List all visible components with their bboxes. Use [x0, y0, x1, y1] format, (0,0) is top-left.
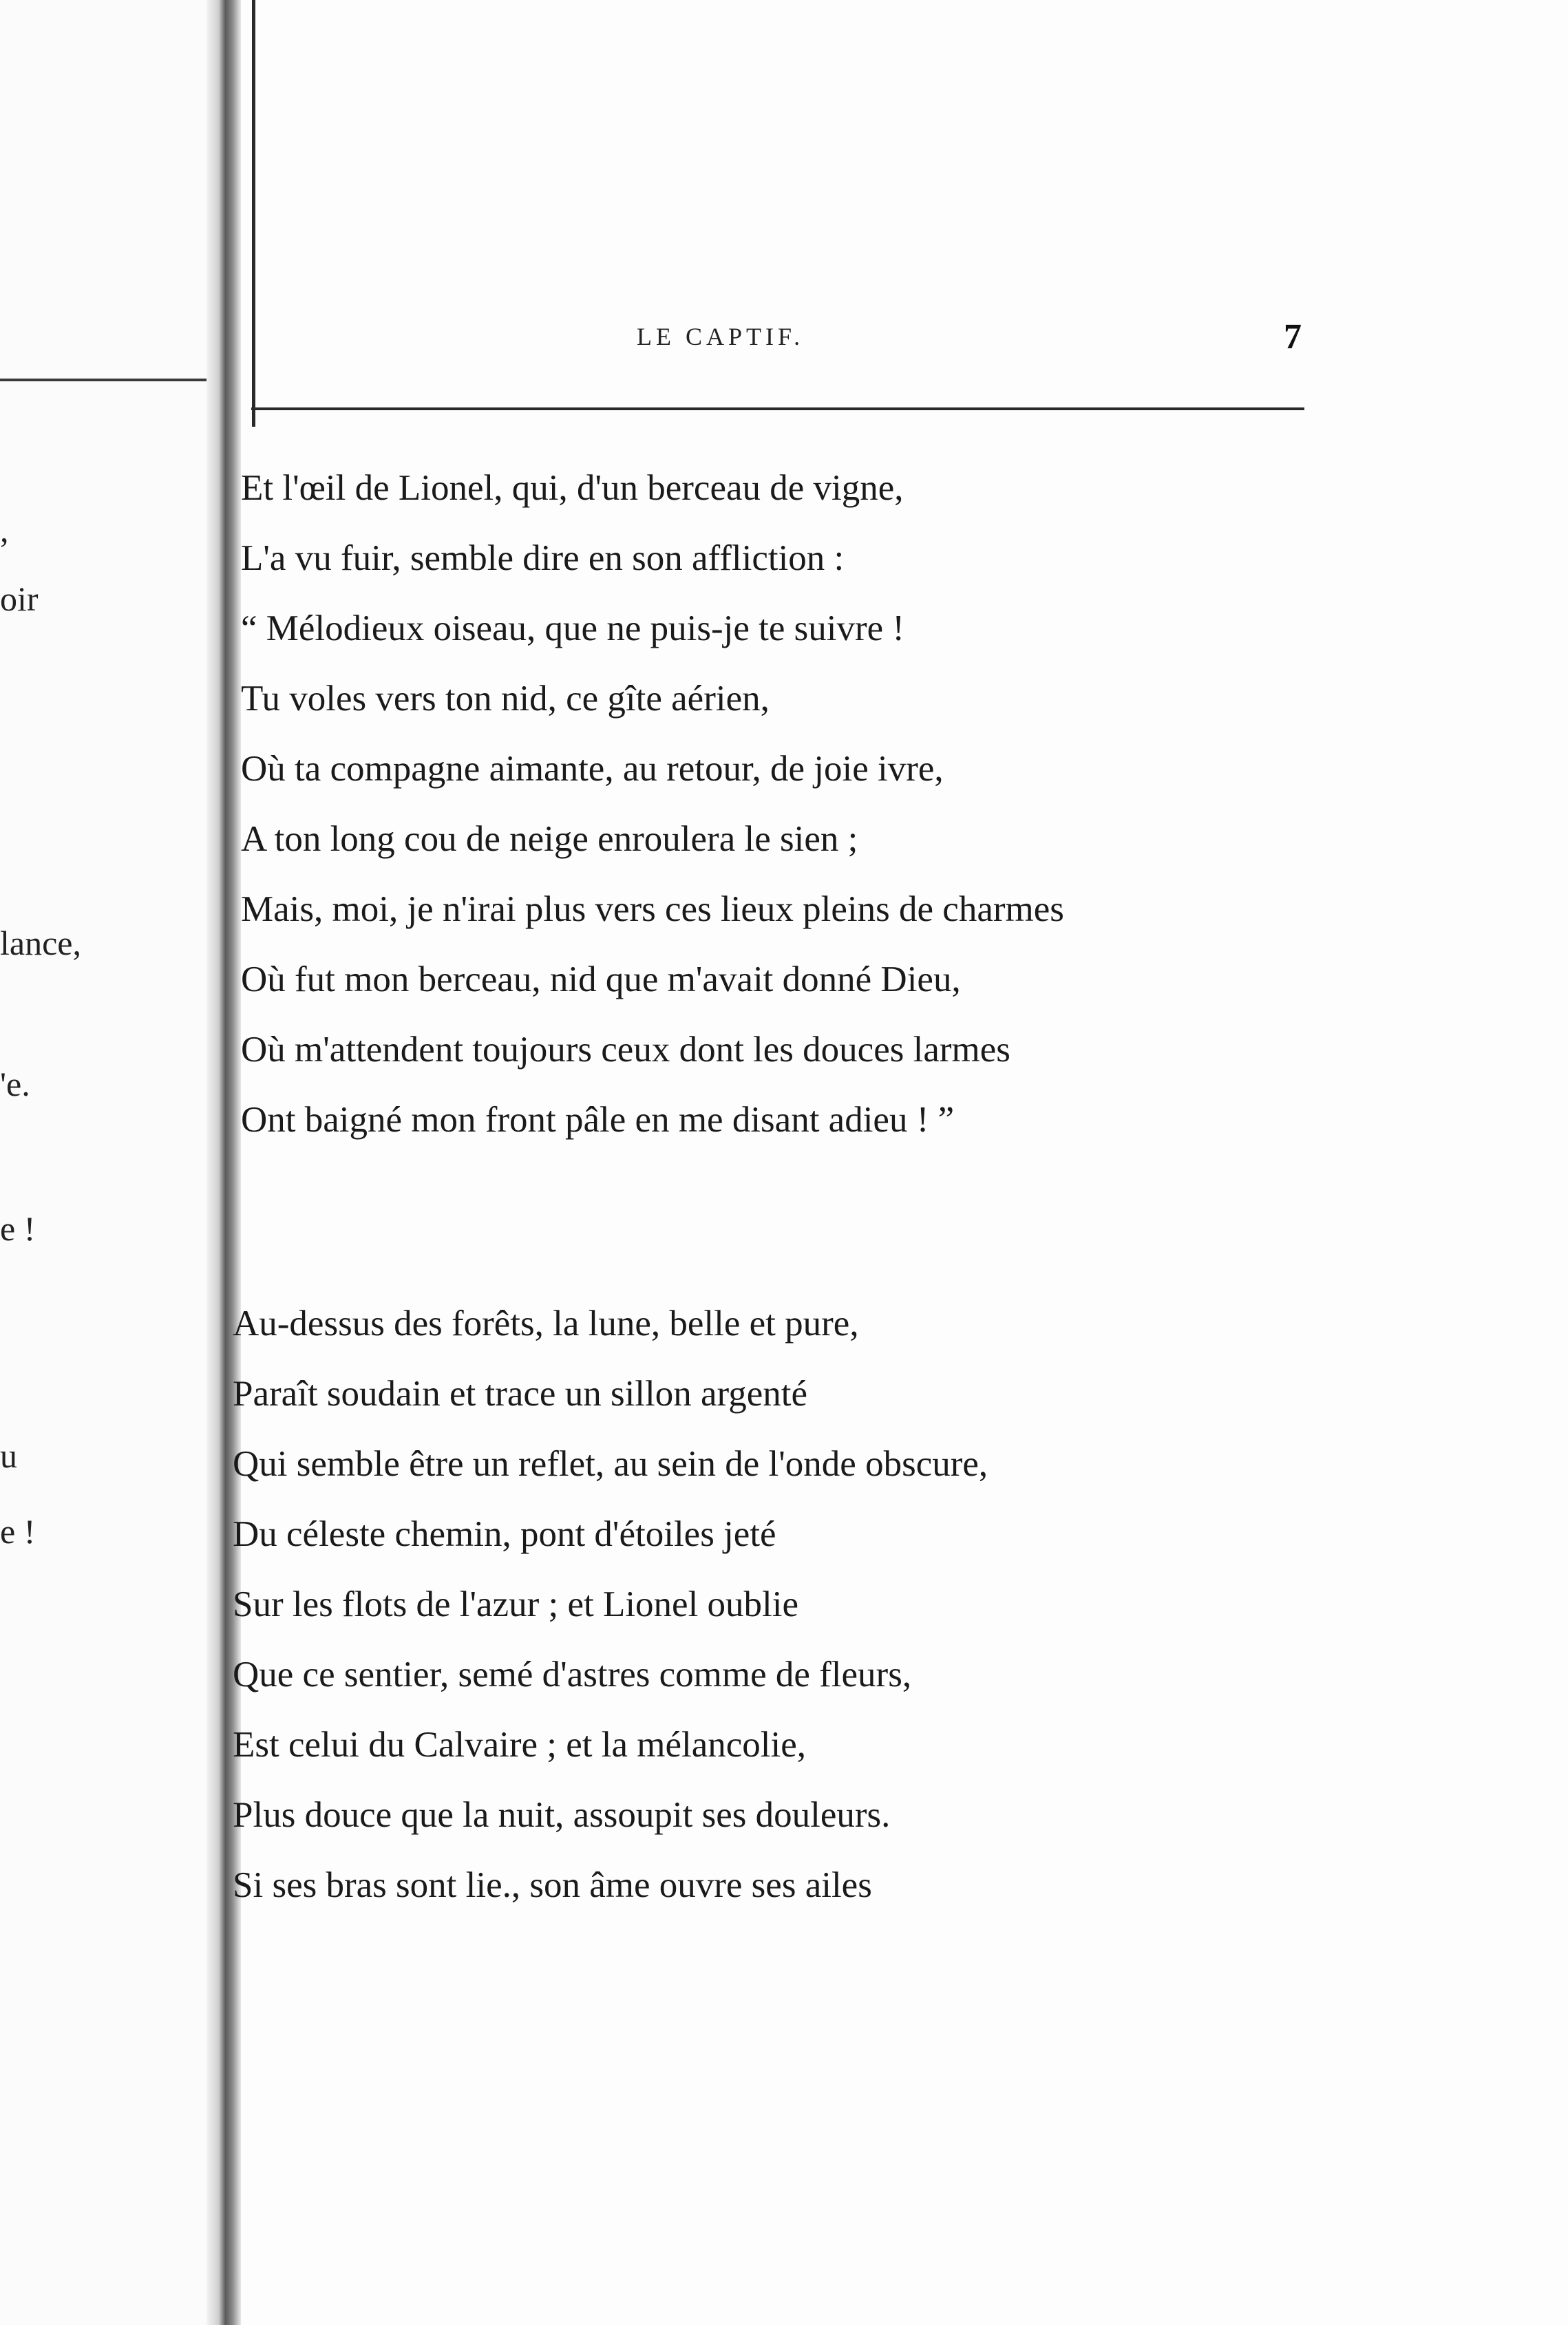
verse-line: Au-dessus des forêts, la lune, belle et pure,: [233, 1304, 859, 1344]
book-gutter: [206, 0, 241, 2325]
previous-page-fragment: 'e.: [0, 1065, 30, 1103]
verse-line: Sur les flots de l'azur ; et Lionel oublie: [233, 1584, 799, 1624]
book-page: [233, 0, 1568, 2325]
verse-line: Du céleste chemin, pont d'étoiles jeté: [233, 1514, 776, 1554]
previous-page-fragment: u: [0, 1436, 17, 1475]
running-title: LE CAPTIF.: [637, 323, 805, 350]
previous-page-fragment: oir: [0, 580, 39, 618]
verse-line: Mais, moi, je n'irai plus vers ces lieux pleins de charmes: [241, 889, 1064, 929]
previous-page-fragment: e !: [0, 1512, 36, 1551]
verse-line: Où fut mon berceau, nid que m'avait donné Dieu,: [241, 959, 961, 999]
previous-page-fragment: lance,: [0, 924, 81, 962]
verse-line: L'a vu fuir, semble dire en son affliction :: [241, 538, 845, 578]
stanza-1: [241, 453, 1064, 1155]
verse-line: Est celui du Calvaire ; et la mélancolie,: [233, 1725, 806, 1765]
verse-line: Où m'attendent toujours ceux dont les douces larmes: [241, 1030, 1010, 1070]
verse-line: Tu voles vers ton nid, ce gîte aérien,: [241, 679, 770, 719]
previous-page-fragment: e !: [0, 1209, 36, 1248]
verse-line: Plus douce que la nuit, assoupit ses douleurs.: [233, 1795, 891, 1835]
previous-page-fragment: ,: [0, 511, 9, 549]
header-rule: [251, 407, 1304, 410]
page-number: 7: [1284, 317, 1302, 357]
verse-line: A ton long cou de neige enroulera le sien ;: [241, 819, 858, 859]
verse-line: Où ta compagne aimante, au retour, de joie ivre,: [241, 749, 944, 789]
verse-line: Et l'œil de Lionel, qui, d'un berceau de vigne,: [241, 468, 904, 508]
stanza-2: [233, 1288, 988, 1920]
verse-line: Que ce sentier, semé d'astres comme de fleurs,: [233, 1655, 912, 1695]
verse-line: Qui semble être un reflet, au sein de l'onde obscure,: [233, 1444, 988, 1484]
verse-line: Paraît soudain et trace un sillon argenté: [233, 1374, 807, 1414]
previous-page-strip: [0, 0, 227, 2325]
previous-page-rule: [0, 379, 227, 381]
verse-line: Si ses bras sont lie., son âme ouvre ses ailes: [233, 1865, 872, 1905]
verse-line: Ont baigné mon front pâle en me disant adieu ! ”: [241, 1100, 955, 1140]
verse-line: “ Mélodieux oiseau, que ne puis-je te suivre !: [241, 608, 905, 648]
